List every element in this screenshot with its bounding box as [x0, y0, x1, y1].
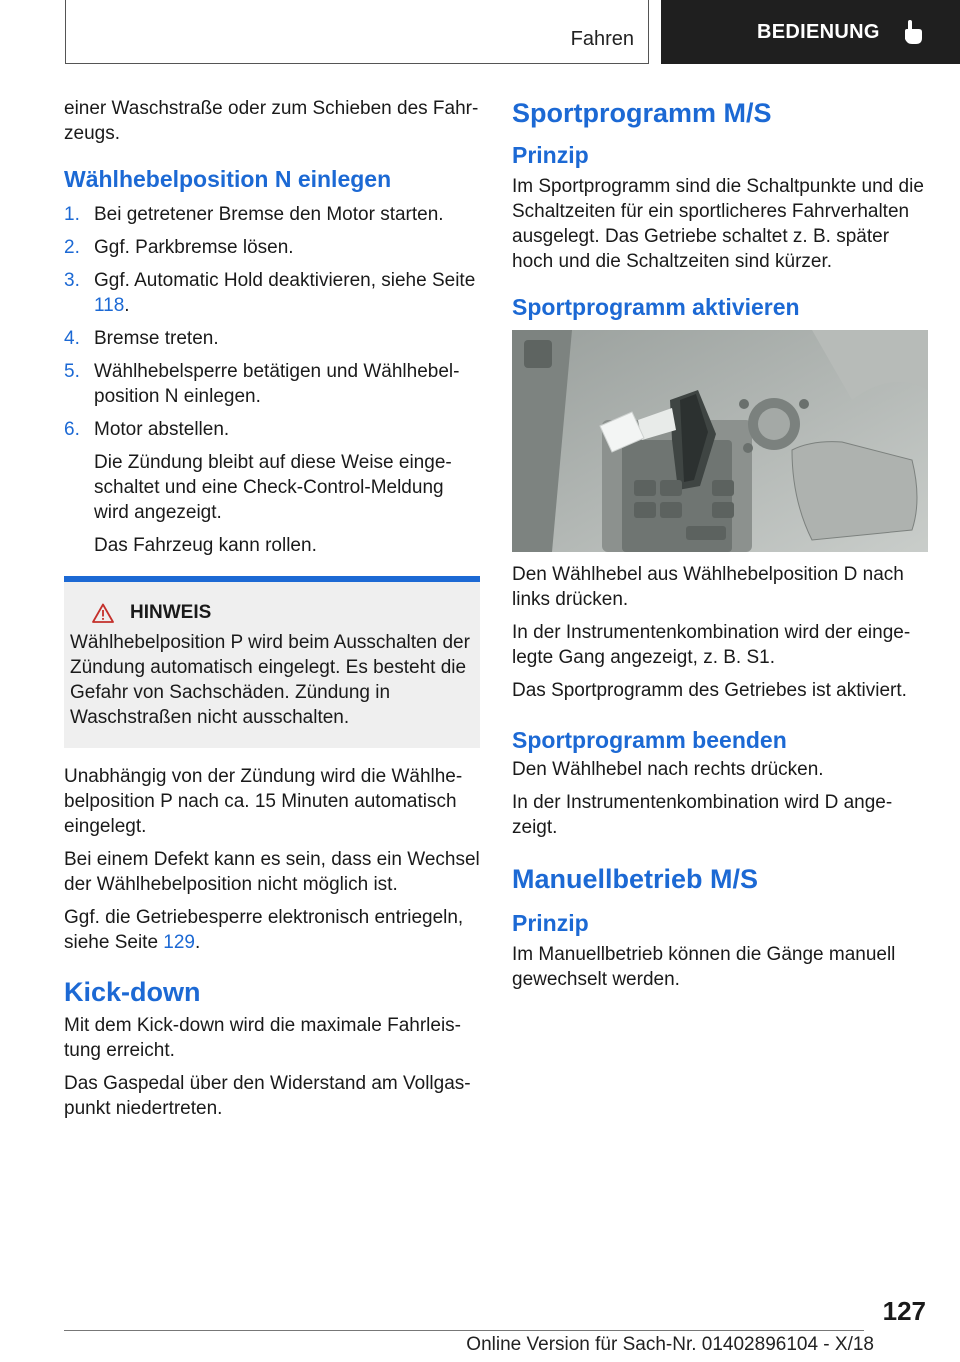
footer-text: Online Version für Sach-Nr. 01402896104 - X/18	[466, 1334, 874, 1355]
step-number: 2.	[64, 237, 80, 258]
left-column	[64, 96, 480, 1129]
principle-text: Im Sportprogramm sind die Schaltpunkte und die Schaltzeiten für ein sportlicheres Fahrverhalten ausgelegt. Das Getriebe schaltet z. B. später hoch und die Schaltzeiten sind kürzer.	[512, 176, 924, 272]
step6-note: Das Fahrzeug kann rollen.	[94, 535, 317, 556]
section-tab-fahren[interactable]	[65, 0, 649, 64]
steps-list	[64, 202, 480, 442]
right-column	[512, 96, 928, 1000]
paragraph: Im Manuellbetrieb können die Gänge manuell gewechselt werden.	[512, 944, 896, 990]
manual-heading: Manuellbetrieb M/S	[512, 864, 759, 894]
paragraph: Mit dem Kick-down wird die maximale Fahrleistung erreicht.	[64, 1015, 461, 1061]
paragraph: Unabhängig von der Zündung wird die Wählhebelposition P nach ca. 15 Minuten automatisch eingelegt.	[64, 766, 463, 837]
chapter-tab-bedienung[interactable]	[661, 0, 960, 64]
paragraph-end: .	[195, 932, 201, 953]
manual-principle-heading: Prinzip	[512, 910, 589, 936]
section-tab-label: Fahren	[570, 28, 634, 50]
notice-box	[64, 576, 480, 748]
paragraph: In der Instrumentenkombination wird D angezeigt.	[512, 792, 893, 838]
step-number: 6.	[64, 419, 80, 440]
activate-heading: Sportprogramm aktivieren	[512, 294, 800, 320]
paragraph: Das Sportprogramm des Getriebes ist aktiviert.	[512, 680, 907, 701]
paragraph-text: Ggf. die Getriebesperre elektronisch entriegeln, siehe Seite	[64, 907, 464, 953]
paragraph	[64, 905, 480, 955]
step-text: Motor abstellen.	[94, 419, 230, 440]
kickdown-heading: Kick-down	[64, 977, 201, 1007]
list-item	[64, 235, 480, 260]
list-item	[64, 359, 480, 409]
step-text: Ggf. Parkbremse lösen.	[94, 237, 294, 258]
step-text: Bremse treten.	[94, 328, 219, 349]
pointing-hand-icon	[902, 19, 924, 45]
step-text: Wählhebelsperre betätigen und Wählhebelposition N einlegen.	[94, 361, 460, 407]
principle-heading: Prinzip	[512, 142, 589, 168]
notice-title	[70, 602, 474, 624]
end-heading: Sportprogramm beenden	[512, 727, 787, 753]
warning-triangle-icon	[92, 603, 114, 623]
paragraph: Den Wählhebel nach rechts drücken.	[512, 759, 824, 780]
step-text-body: Ggf. Automatic Hold deaktivieren, siehe Seite	[94, 270, 476, 291]
step-text: Bei getretener Bremse den Motor starten.	[94, 204, 444, 225]
chapter-tab-label: BEDIENUNG	[757, 20, 880, 43]
gear-selector-photo	[512, 330, 928, 552]
list-item	[64, 417, 480, 442]
list-item	[64, 326, 480, 351]
paragraph: Das Gaspedal über den Widerstand am Vollgaspunkt niedertreten.	[64, 1073, 471, 1119]
step-number: 5.	[64, 361, 80, 382]
notice-text: Wählhebelposition P wird beim Ausschalten der Zündung automatisch eingelegt. Es besteht die Gefahr von Sachschäden. Zündung in Waschstraßen nicht ausschalten.	[70, 632, 470, 728]
notice-title-label: HINWEIS	[130, 602, 212, 623]
step-number: 3.	[64, 270, 80, 291]
step6-note: Die Zündung bleibt auf diese Weise eingeschaltet und eine Check-Control-Meldung wird angezeigt.	[94, 452, 452, 523]
sport-heading: Sportprogramm M/S	[512, 98, 772, 128]
paragraph: In der Instrumentenkombination wird der eingelegte Gang angezeigt, z. B. S1.	[512, 622, 911, 668]
paragraph: Bei einem Defekt kann es sein, dass ein Wechsel der Wählhebelposition nicht möglich ist.	[64, 849, 480, 895]
intro-text: einer Waschstraße oder zum Schieben des Fahrzeugs.	[64, 98, 479, 144]
paragraph: Den Wählhebel aus Wählhebelposition D nach links drücken.	[512, 564, 904, 610]
neutral-heading: Wählhebelposition N einlegen	[64, 166, 392, 192]
footer-divider	[64, 1330, 864, 1331]
list-item	[64, 268, 480, 318]
step-text-end: .	[124, 295, 130, 316]
page-link-118[interactable]: 118	[94, 295, 125, 316]
step-number: 4.	[64, 328, 80, 349]
step-text	[94, 268, 480, 318]
page-number: 127	[882, 1296, 926, 1326]
step-number: 1.	[64, 204, 80, 225]
list-item	[64, 202, 480, 227]
page-link-129[interactable]: 129	[163, 932, 195, 953]
